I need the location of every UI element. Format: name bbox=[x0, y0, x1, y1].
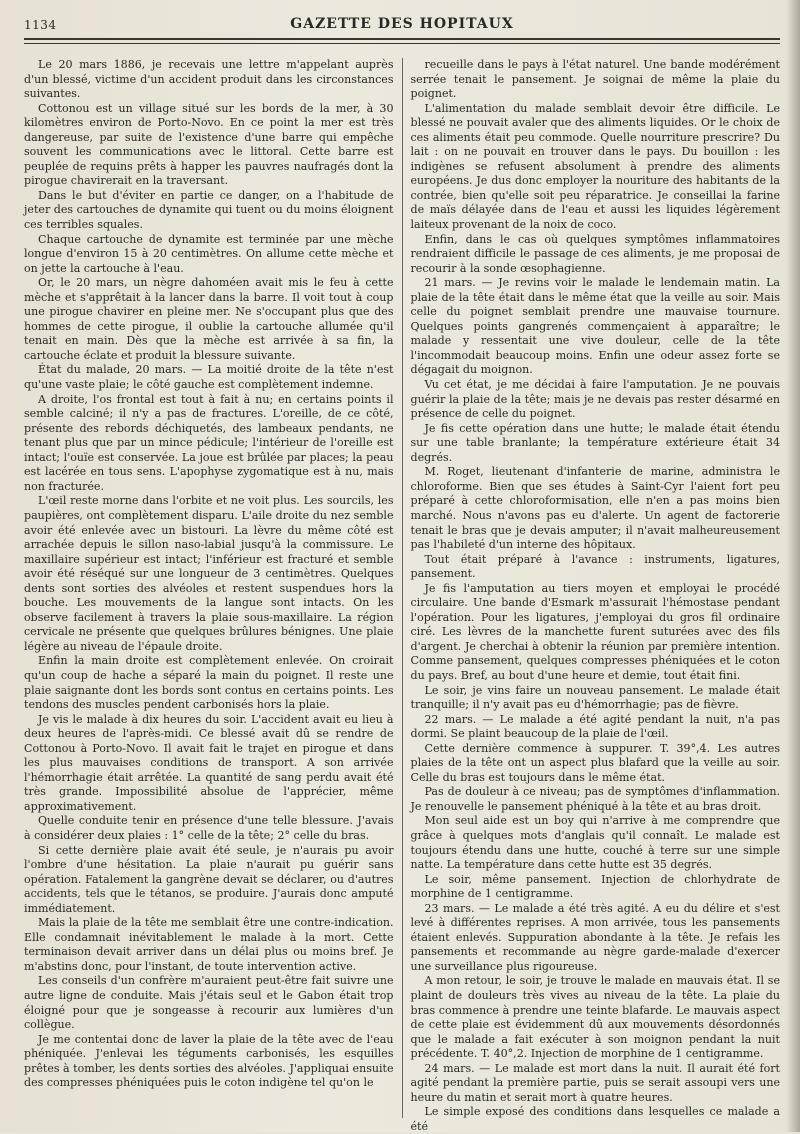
paragraph: Je vis le malade à dix heures du soir. L'accident avait eu lieu à deux heures de l'après-midi. Ce blessé avait dû se rendre de Cottonou à Porto-Novo. Il avait fait le trajet en pirogue et dans les plus mauvaises conditions de transport. A son arrivée l'hémorrhagie était arrêtée. La quantité de sang perdu avait été très grande. Impossibilité absolue de l'apprécier, même approximativement. bbox=[24, 712, 394, 813]
paragraph: L'alimentation du malade semblait devoir être difficile. Le blessé ne pouvait avaler que des aliments liquides. Or le choix de ces aliments était peu commode. Quelle nourriture prescrire? Du lait : on ne pouvait en trouver dans le pays. Du bouillon : les indigènes se refusent absolument à prendre des aliments européens. Je dus donc employer la nouriture des habitants de la contrée, bien qu'elle soit peu réparatrice. Je conseillai la farine de maïs délayée dans de l'eau et aussi les liquides légèrement laiteux provenant de la noix de coco. bbox=[410, 101, 780, 232]
paragraph: Or, le 20 mars, un nègre dahoméen avait mis le feu à cette mèche et s'apprêtait à la lancer dans la barre. Il voit tout à coup une pirogue chavirer en pleine mer. Ne s'occupant plus que des hommes de cette pirogue, il oublie la cartouche allumée qu'il tenait en main. Dès que la mèche est arrivée à sa fin, la cartouche éclate et produit la blessure suivante. bbox=[24, 276, 394, 362]
paragraph: 22 mars. — Le malade a été agité pendant la nuit, n'a pas dormi. Se plaint beaucoup de la plaie de l'œil. bbox=[410, 712, 780, 741]
paragraph: 23 mars. — Le malade a été très agité. A eu du délire et s'est levé à différentes reprises. A mon arrivée, tous les pansements étaient enlevés. Suppuration abondante à la tête. Je refais les pansements et recommande au nègre garde-malade d'exercer une surveillance plus rigoureuse. bbox=[410, 901, 780, 973]
page-header bbox=[24, 14, 780, 40]
paragraph: 21 mars. — Je revins voir le malade le lendemain matin. La plaie de la tête était dans le même état que la veille au soir. Mais celle du poignet semblait prendre une mauvaise tournure. Quelques points gangrenés commençaient à apparaître; le malade y ressentait une vive douleur, celle de la tête l'incommodait beaucoup moins. Enfin une odeur assez forte se dégagait du moignon. bbox=[410, 276, 780, 377]
left-column bbox=[24, 58, 402, 1118]
page-number: 1134 bbox=[24, 18, 57, 32]
paragraph: recueille dans le pays à l'état naturel. Une bande modérément serrée tenait le pansement. Je soignai de même la plaie du poignet. bbox=[410, 58, 780, 101]
paragraph: Mon seul aide est un boy qui n'arrive à me comprendre que grâce à quelques mots d'anglais qu'il connaît. Le malade est toujours étendu dans une hutte, couché à terre sur une simple natte. La température dans cette hutte est 35 degrés. bbox=[410, 814, 780, 872]
paragraph: Les conseils d'un confrère m'auraient peut-être fait suivre une autre ligne de conduite. Mais j'étais seul et le Gabon était trop éloigné pour que je songeasse à recourir aux lumières d'un collègue. bbox=[24, 974, 394, 1032]
paragraph: L'œil reste morne dans l'orbite et ne voit plus. Les sourcils, les paupières, ont complètement disparu. L'aile droite du nez semble avoir été enlevée avec un bistouri. La lèvre du même côté est arrachée depuis le sillon naso-labial jusqu'à la commissure. Le maxillaire supérieur est intact; l'inférieur est fracturé et semble avoir été réséqué sur une longueur de 3 centimètres. Quelques dents sont sorties des alvéoles et restent suspendues hors la bouche. Les mouvements de la langue sont intacts. On les observe facilement à travers la plaie sous-maxillaire. La région cervicale ne présente que quelques brûlures bénignes. Une plaie légère au niveau de l'épaule droite. bbox=[24, 494, 394, 653]
paragraph: Vu cet état, je me décidai à faire l'amputation. Je ne pouvais guérir la plaie de la tête; mais je ne devais pas rester désarmé en présence de celle du poignet. bbox=[410, 378, 780, 421]
paragraph: Si cette dernière plaie avait été seule, je n'aurais pu avoir l'ombre d'une hésitation. La plaie n'aurait pu guérir sans opération. Fatalement la gangrène devait se déclarer, ou d'autres accidents, tels que le tétanos, se produire. J'aurais donc amputé immédiatement. bbox=[24, 843, 394, 915]
paragraph: Le soir, même pansement. Injection de chlorhydrate de morphine de 1 centigramme. bbox=[410, 872, 780, 901]
paragraph: Le 20 mars 1886, je recevais une lettre m'appelant auprès d'un blessé, victime d'un accident produit dans les circonstances suivantes. bbox=[24, 58, 394, 101]
paragraph: M. Roget, lieutenant d'infanterie de marine, administra le chloroforme. Bien que ses études à Saint-Cyr l'aient fort peu préparé à cette chloroformisation, elle n'en a pas moins bien marché. Nous n'avons pas eu d'alerte. Un agent de factorerie tenait le bras que je devais amputer; il n'avait malheureusement pas l'habileté d'un interne des hôpitaux. bbox=[410, 465, 780, 552]
paragraph: Cette dernière commence à suppurer. T. 39°,4. Les autres plaies de la tête ont un aspect plus blafard que la veille au soir. Celle du bras est toujours dans le même état. bbox=[410, 741, 780, 784]
running-title: GAZETTE DES HOPITAUX bbox=[290, 16, 514, 32]
paragraph: Je fis cette opération dans une hutte; le malade était étendu sur une table branlante; la température extérieure était 34 degrés. bbox=[410, 421, 780, 464]
text-columns bbox=[24, 58, 780, 1133]
header-double-rule bbox=[24, 43, 780, 44]
paragraph: Mais la plaie de la tête me semblait être une contre-indication. Elle condamnait inévitablement le malade à la mort. Cette terminaison devait arriver dans un délai plus ou moins bref. Je m'abstins donc, pour l'instant, de toute intervention active. bbox=[24, 916, 394, 973]
paragraph: A mon retour, le soir, je trouve le malade en mauvais état. Il se plaint de douleurs très vives au niveau de la tête. La plaie du bras commence à prendre une teinte blafarde. Le mauvais aspect de cette plaie est évidemment dû aux mouvements désordonnés que le malade a fait exécuter à son moignon pendant la nuit précédente. T. 40°,2. Injection de morphine de 1 centigramme. bbox=[410, 974, 780, 1061]
page-edge-shadow bbox=[786, 0, 800, 1132]
paragraph: Le simple exposé des conditions dans lesquelles ce malade a été bbox=[410, 1105, 780, 1133]
paragraph: Cottonou est un village situé sur les bords de la mer, à 30 kilomètres environ de Porto-Novo. En ce point la mer est très dangereuse, par suite de l'existence d'une barre qui empêche souvent les communications avec le littoral. Cette barre est peuplée de requins prêts à happer les pauvres naufragés dont la pirogue chavirerait en la traversant. bbox=[24, 101, 394, 188]
paragraph: Pas de douleur à ce niveau; pas de symptômes d'inflammation. Je renouvelle le pansement phéniqué à la tête et au bras droit. bbox=[410, 785, 780, 813]
paragraph: Je fis l'amputation au tiers moyen et employai le procédé circulaire. Une bande d'Esmark m'assurait l'hémostase pendant l'opération. Pour les ligatures, j'employai du gros fil ordinaire ciré. Les lèvres de la manchette furent suturées avec des fils d'argent. Je cherchai à obtenir la réunion par première intention. Comme pansement, quelques compresses phéniquées et le coton du pays. Bref, au bout d'une heure et demie, tout était fini. bbox=[410, 581, 780, 682]
paragraph: A droite, l'os frontal est tout à fait à nu; en certains points il semble calciné; il n'y a pas de fractures. L'oreille, de ce côté, présente des rebords déchiquetés, des lambeaux pendants, ne tenant plus que par un mince pédicule; l'intérieur de l'oreille est intact; l'ouïe est conservée. La joue est brûlée par places; la peau est lacérée en tous sens. L'apophyse zygomatique est à nu, mais non fracturée. bbox=[24, 392, 394, 493]
paragraph: Chaque cartouche de dynamite est terminée par une mèche longue d'environ 15 à 20 centimètres. On allume cette mèche et on jette la cartouche à l'eau. bbox=[24, 232, 394, 275]
paragraph: Tout était préparé à l'avance : instruments, ligatures, pansement. bbox=[410, 552, 780, 581]
paragraph: Quelle conduite tenir en présence d'une telle blessure. J'avais à considérer deux plaies : 1° celle de la tête; 2° celle du bras. bbox=[24, 814, 394, 842]
paragraph: 24 mars. — Le malade est mort dans la nuit. Il aurait été fort agité pendant la première partie, puis se serait assoupi vers une heure du matin et serait mort à quatre heures. bbox=[410, 1061, 780, 1104]
paragraph: État du malade, 20 mars. — La moitié droite de la tête n'est qu'une vaste plaie; le côté gauche est complètement indemne. bbox=[24, 363, 394, 392]
paragraph: Dans le but d'éviter en partie ce danger, on a l'habitude de jeter des cartouches de dynamite qui tuent ou du moins éloignent ces terribles squales. bbox=[24, 188, 394, 232]
paragraph: Enfin, dans le cas où quelques symptômes inflammatoires rendraient difficile le passage de ces aliments, je me proposai de recourir à la sonde œsophagienne. bbox=[410, 232, 780, 275]
paragraph: Le soir, je vins faire un nouveau pansement. Le malade était tranquille; il n'y avait pas eu d'hémorrhagie; pas de fièvre. bbox=[410, 683, 780, 712]
right-column bbox=[402, 58, 781, 1133]
paragraph: Enfin la main droite est complètement enlevée. On croirait qu'un coup de hache a séparé la main du poignet. Il reste une plaie saignante dont les bords sont contus en certains points. Les tendons des muscles pendent carbonisés hors la plaie. bbox=[24, 654, 394, 712]
paragraph: Je me contentai donc de laver la plaie de la tête avec de l'eau phéniquée. J'enlevai les téguments carbonisés, les esquilles prêtes à tomber, les dents sorties des alvéoles. J'appliquai ensuite des compresses phéniquées puis le coton indigène tel qu'on le bbox=[24, 1032, 394, 1090]
